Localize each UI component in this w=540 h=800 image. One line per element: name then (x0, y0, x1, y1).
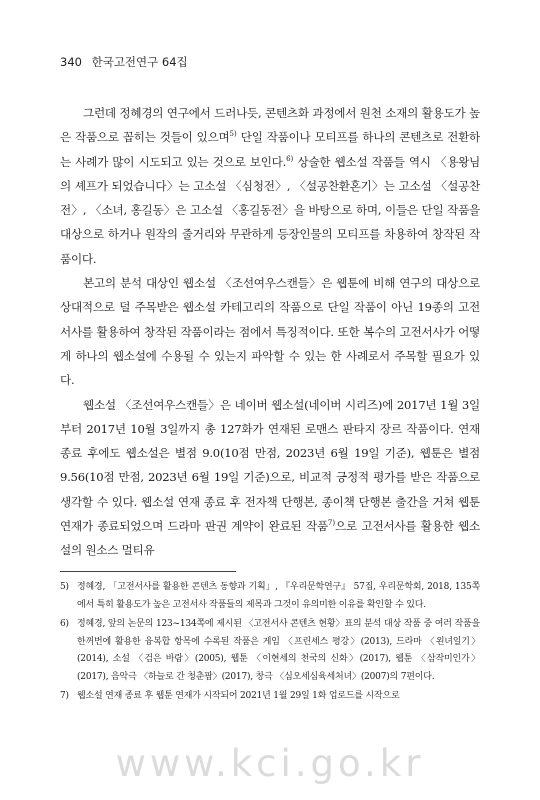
running-header (60, 54, 188, 70)
footnote-ref: 5) (229, 130, 237, 139)
body-text (60, 101, 480, 563)
footnote (60, 688, 480, 706)
journal-title: 한국고전연구 64집 (91, 55, 188, 69)
page-number: 340 (60, 55, 82, 69)
footnote (60, 616, 480, 686)
footnote-number: 5) (60, 582, 69, 592)
footnote-number: 6) (60, 619, 69, 629)
footnotes (60, 579, 480, 708)
watermark: www.kci.go.kr (115, 742, 425, 785)
footnote-divider (60, 571, 236, 572)
footnote-text: 웹소설 연재 종료 후 웹툰 연재가 시작되어 2021년 1월 29일 1화 업로드를 시작으로 (77, 691, 400, 701)
paragraph-text: 본고의 분석 대상인 웹소설 〈조선여우스캔들〉은 웹툰에 비해 연구의 대상으로 상대적으로 덜 주목받은 웹소설 카테고리의 작품으로 단일 작품이 아닌 19종의 고전서사를 활용하여 창작된 작품이라는 점에서 특징적이다. 또한 복수의 고전서사가 어떻게 하나의 웹소설에 수용될 수 있는지 파악할 수 있는 한 사례로서 주목할 필요가 있다. (60, 276, 480, 388)
paragraph-text: 상술한 웹소설 작품들 역시 〈용왕님의 셰프가 되었습니다〉는 고소설 〈심청전〉, 〈설공찬환혼기〉는 고소설 〈설공찬전〉, 〈소녀, 홍길동〉은 고소설 〈홍길동전〉을 바탕으로 하며, 이들은 단일 작품을 대상으로 하거나 원작의 줄거리와 무관하게 등장인물의 모티프를 차용하여 창작된 작품이다. (60, 154, 480, 266)
paragraph (60, 101, 480, 271)
footnote-ref: 6) (286, 154, 294, 163)
footnote-number: 7) (60, 691, 69, 701)
footnote-text: 정혜경, 「고전서사를 활용한 콘텐츠 동향과 기획」, 『우리문학연구』 57집, 우리문학회, 2018, 135쪽에서 특히 활용도가 높은 고전서사 작품들의 제목과 그것이 유의미한 이유를 확인할 수 있다. (77, 582, 480, 610)
paragraph (60, 393, 480, 563)
paragraph-text: 웹소설 〈조선여우스캔들〉은 네이버 웹소설(네이버 시리즈)에 2017년 1월 3일부터 2017년 10월 3일까지 총 127화가 연재된 로맨스 판타지 장르 작품이다. 연재 종료 후에도 웹소설은 별점 9.0(10점 만점, 2023년 6월 19일 기준), 웹툰은 별점 9.56(10점 만점, 2023년 6월 19일 기준)으로, 비교적 긍정적 평가를 받은 작품으로 생각할 수 있다. 웹소설 연재 종료 후 전자책 단행본, 종이책 단행본 출간을 거쳐 웹툰 연재가 종료되었으며 드라마 판권 계약이 완료된 작품 (60, 397, 480, 534)
paragraph (60, 271, 480, 392)
paragraph-text: 그런데 정혜경의 연구에서 드러나듯, 콘텐츠화 과정에서 원천 소재의 활용도가 높은 작품으로 꼽히는 것들이 있으며 (60, 106, 480, 145)
footnote (60, 579, 480, 614)
paragraph-text: 으로 고전서사를 활용한 웹소설의 원소스 멀티유 (60, 519, 480, 558)
footnote-text: 정혜경, 앞의 논문의 123~134쪽에 제시된 〈고전서사 콘텐츠 현황〉표의 분석 대상 작품 중 여러 작품을 한꺼번에 활용한 융복합 항목에 수록된 작품은 게임 〈프린세스 평강〉(2013), 드라마 〈왼녀일기〉(2014), 소설 〈검은 바람〉(2005), 웹툰 〈이현세의 천국의 신화〉(2017), 웹툰 〈삼작미인가〉(2017), 음악극 〈하늘로 간 청춘팝〉(2017), 창극 〈심오세심육세처녀〉(2007)의 7편이다. (77, 619, 480, 682)
paragraph-text: 단일 작품이나 모티프를 하나의 콘텐츠로 전환하는 사례가 많이 시도되고 있는 것으로 보인다. (60, 130, 480, 169)
footnote-ref: 7) (327, 519, 336, 528)
